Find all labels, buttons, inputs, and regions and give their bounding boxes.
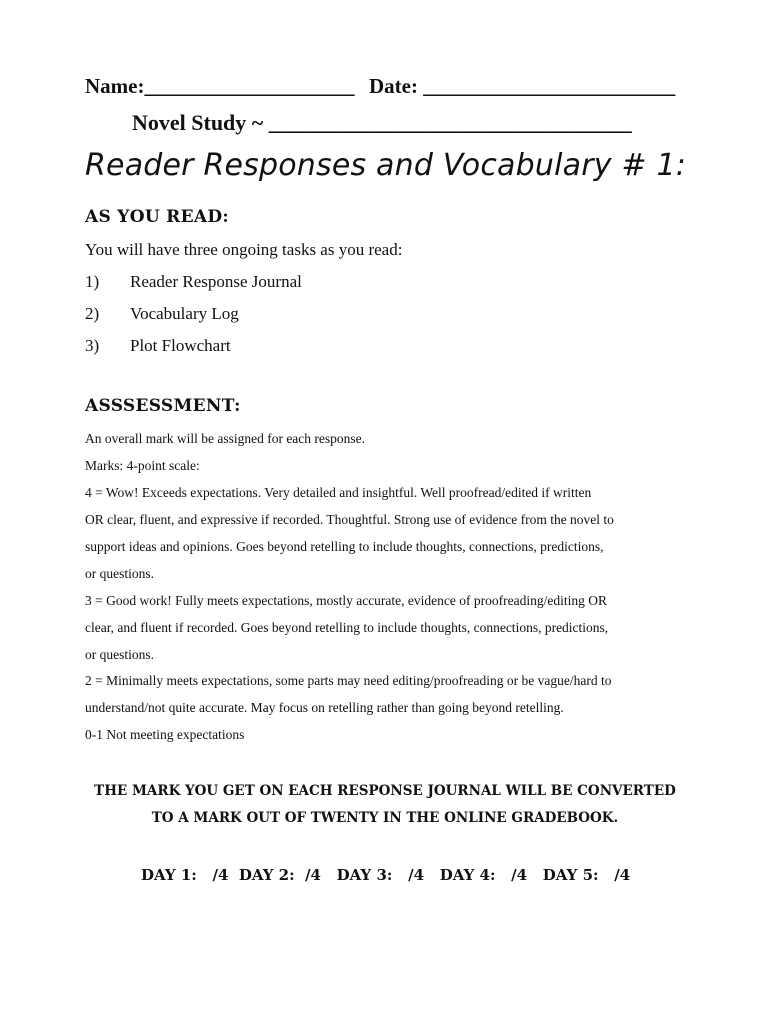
assessment-line: An overall mark will be assigned for each response. (85, 431, 366, 446)
assessment-line: 0-1 Not meeting expectations (85, 727, 245, 742)
gradebook-notice-line-1: THE MARK YOU GET ON EACH RESPONSE JOURNAL WILL BE CONVERTED (94, 783, 676, 799)
assessment-heading: ASSSESSMENT: (85, 396, 241, 416)
task-label: Vocabulary Log (130, 304, 239, 323)
assessment-line: understand/not quite accurate. May focus on retelling rather than going beyond retelling. (85, 700, 564, 715)
task-label: Plot Flowchart (130, 336, 231, 355)
day-marks-row: DAY 1: /4 DAY 2: /4 DAY 3: /4 DAY 4: /4 DAY 5: /4 (141, 866, 631, 884)
name-field-line: Name:____________________ (85, 74, 355, 98)
assessment-line: OR clear, fluent, and expressive if recorded. Thoughtful. Strong use of evidence from the novel to (85, 512, 614, 527)
assessment-line: Marks: 4-point scale: (85, 458, 200, 473)
task-number: 1) (85, 272, 100, 291)
assessment-line: 2 = Minimally meets expectations, some parts may need editing/proofreading or be vague/hard to (85, 673, 612, 688)
page-title: Reader Responses and Vocabulary # 1: (85, 148, 687, 183)
assessment-line: or questions. (85, 647, 154, 662)
novel-study-line: Novel Study ~ _________________________________ (132, 110, 632, 135)
assessment-line: clear, and fluent if recorded. Goes beyond retelling to include thoughts, connections, predictions, (85, 620, 609, 635)
task-label: Reader Response Journal (130, 272, 302, 291)
task-number: 3) (85, 336, 100, 355)
assessment-line: support ideas and opinions. Goes beyond retelling to include thoughts, connections, predictions, (85, 539, 604, 554)
tasks-intro: You will have three ongoing tasks as you read: (85, 240, 403, 259)
assessment-line: 3 = Good work! Fully meets expectations, mostly accurate, evidence of proofreading/editing OR (85, 593, 607, 608)
task-number: 2) (85, 304, 100, 323)
date-field-line: Date: ________________________ (369, 74, 676, 98)
as-you-read-heading: AS YOU READ: (85, 207, 229, 227)
assessment-line: 4 = Wow! Exceeds expectations. Very detailed and insightful. Well proofread/edited if written (85, 485, 592, 500)
assessment-line: or questions. (85, 566, 154, 581)
gradebook-notice-line-2: TO A MARK OUT OF TWENTY IN THE ONLINE GRADEBOOK. (151, 810, 619, 826)
